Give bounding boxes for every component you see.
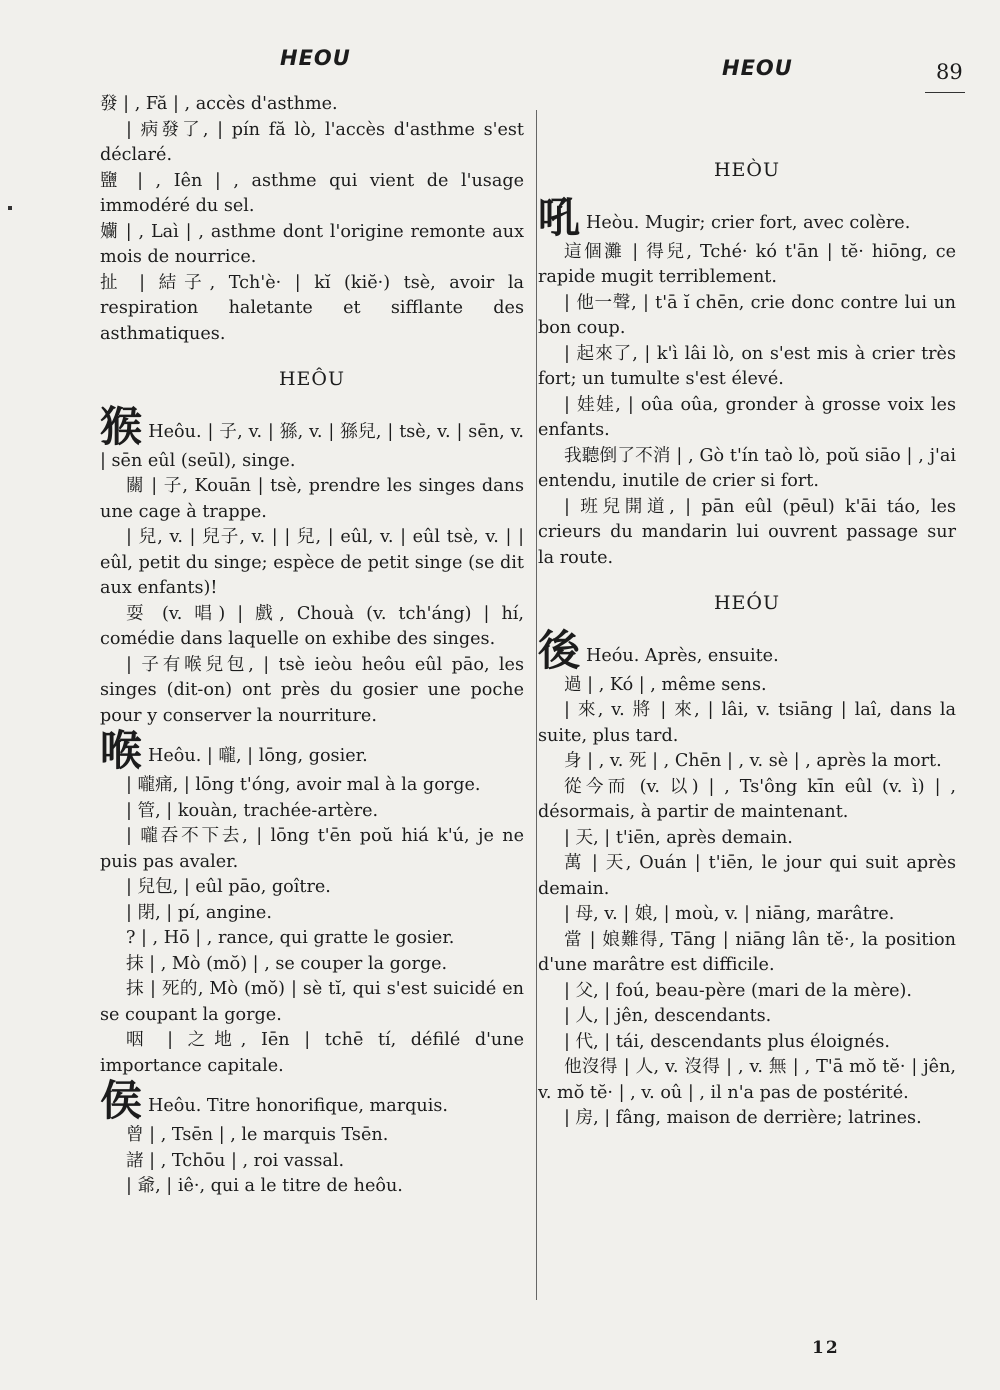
dictionary-entry: 耍 (v. 唱) | 戲, Chouà (v. tch'áng) | hí, comédie dans laquelle on exhibe des singes. [100,603,524,649]
dictionary-entry: 過 | , Kó | , même sens. [564,674,767,695]
section-heading: HEÒU [713,159,781,181]
headword-character: 喉 [100,726,143,775]
headword-character: 後 [538,625,581,675]
headword-entry [538,192,956,242]
margin-mark [8,206,12,210]
dictionary-entry: | 娃娃, | oûa oûa, gronder à grosse voix les enfants. [538,394,956,440]
signature-mark: 12 [812,1338,840,1358]
dictionary-entry: 他沒得 | 人, v. 沒得 | , v. 無 | , T'ā mŏ tĕ· | jên, v. mŏ tĕ· | , v. oû | , il n'a pas de postérité. [538,1057,956,1103]
headword-definition: Heóu. Après, ensuite. [586,645,779,666]
headword-entry [100,726,524,775]
dictionary-entry: | 爺, | iê·, qui a le titre de heôu. [126,1176,403,1196]
dictionary-entry: 當 | 娘難得, Tāng | niāng lân tĕ·, la position d'une marâtre est difficile. [538,929,956,975]
dictionary-entry: | 嚨痛, | lōng t'óng, avoir mal à la gorge. [126,775,481,795]
headword-entry [100,401,524,475]
dictionary-entry: 萬 | 天, Ouán | t'iēn, le jour qui suit après demain. [538,853,956,899]
section-heading: HEÔU [278,368,346,390]
dictionary-entry: | 兒, v. | 兒子, v. | | 兒, | eûl, v. | eûl tsè, v. | | eûl, petit du singe; espèce de petit singe (se dit aux enfants)! [100,527,524,598]
dictionary-entry: | 天, | t'iēn, après demain. [564,827,793,848]
headword-definition: Heôu. Titre honorifique, marquis. [148,1096,448,1116]
running-head-right: HEOU [722,56,793,80]
dictionary-entry: | 子有喉兒包, | tsè ieòu heôu eûl pāo, les singes (dit-on) ont près du gosier une poche pour y conserver la nourriture. [100,654,524,726]
dictionary-entry: 咽 | 之地, Iēn | tchē tí, défilé d'une importance capitale. [100,1030,524,1076]
dictionary-entry: 我聽倒了不消 | , Gò t'ín taò lò, poŭ siāo | , j'ai entendu, inutile de crier si fort. [538,445,956,491]
column-divider [536,110,537,1300]
dictionary-entry: 諸 | , Tchōu | , roi vassal. [126,1150,345,1171]
headword-definition: Heôu. | 子, v. | 猻, v. | 猻兒, | tsè, v. | sēn, v. | sēn eûl (seūl), singe. [100,421,524,471]
dictionary-entry: | 班兒開道, | pān eûl (pēul) k'āi táo, les crieurs du mandarin lui ouvrent passage sur la route. [538,496,956,568]
page-number: 89 [936,60,963,84]
headword-definition: Heòu. Mugir; crier fort, avec colère. [586,212,911,233]
dictionary-entry: 曾 | , Tsēn | , le marquis Tsēn. [126,1125,389,1145]
dictionary-entry: | 起來了, | k'ì lâi lò, on s'est mis à crier très fort; un tumulte s'est élevé. [538,343,956,389]
dictionary-entry: 發 | , Fă | , accès d'asthme. [100,94,338,114]
left-column [100,92,524,1200]
dictionary-entry: | 代, | tái, descendants plus éloignés. [564,1031,890,1052]
dictionary-entry: 抹 | 死的, Mò (mŏ) | sè tĭ, qui s'est suicidé en se coupant la gorge. [100,979,524,1025]
dictionary-entry: | 母, v. | 娘, | moù, v. | niāng, marâtre. [564,904,895,924]
dictionary-entry: ? | , Hō | , rance, qui gratte le gosier. [126,928,455,948]
section-heading: HEÓU [713,592,781,614]
headword-character: 吼 [538,192,581,242]
dictionary-entry: | 管, | kouàn, trachée-artère. [126,800,379,821]
dictionary-entry: 這個灘 | 得兒, Tché· kó t'ān | tĕ· hiōng, ce rapide mugit terriblement. [538,241,956,287]
headword-character: 猴 [100,401,143,451]
dictionary-entry: | 嚨吞不下去, | lōng t'ēn poŭ hiá k'ú, je ne puis pas avaler. [100,826,524,872]
headword-entry [100,1076,524,1125]
headword-definition: Heôu. | 嚨, | lōng, gosier. [148,746,368,766]
dictionary-entry: | 閉, | pí, angine. [126,902,272,923]
headword-character: 侯 [100,1076,143,1125]
running-head-left: HEOU [280,46,351,70]
dictionary-entry: 關 | 子, Kouān | tsè, prendre les singes dans une cage à trappe. [100,476,524,522]
dictionary-entry: 抹 | , Mò (mŏ) | , se couper la gorge. [126,953,448,974]
dictionary-entry: 鹽 | , Iên | , asthme qui vient de l'usage immodéré du sel. [100,170,524,216]
dictionary-entry: | 他一聲, | t'ā ĭ chēn, crie donc contre lui un bon coup. [538,292,956,338]
dictionary-entry: | 房, | fâng, maison de derrière; latrines. [564,1108,922,1128]
dictionary-entry: | 人, | jên, descendants. [564,1006,772,1026]
dictionary-entry: 孏 | , Laì | , asthme dont l'origine remonte aux mois de nourrice. [100,221,524,267]
dictionary-entry: 從今而 (v. 以) | , Ts'ông kīn eûl (v. ì) | , désormais, à partir de maintenant. [538,776,956,822]
dictionary-entry: | 病發了, | pín fă lò, l'accès d'asthme s'est déclaré. [100,119,524,165]
right-column [538,92,956,1132]
headword-entry [538,625,956,675]
dictionary-entry: 身 | , v. 死 | , Chēn | , v. sè | , après la mort. [564,751,942,771]
dictionary-entry: | 兒包, | eûl pāo, goître. [126,877,331,897]
dictionary-entry: 扯 | 結子, Tch'è· | kĭ (kiĕ·) tsè, avoir la respiration haletante et sifflante des asthmatiques. [100,272,524,344]
dictionary-entry: | 來, v. 將 | 來, | lâi, v. tsiāng | laî, dans la suite, plus tard. [538,700,956,746]
dictionary-entry: | 父, | foú, beau-père (mari de la mère). [564,980,912,1001]
